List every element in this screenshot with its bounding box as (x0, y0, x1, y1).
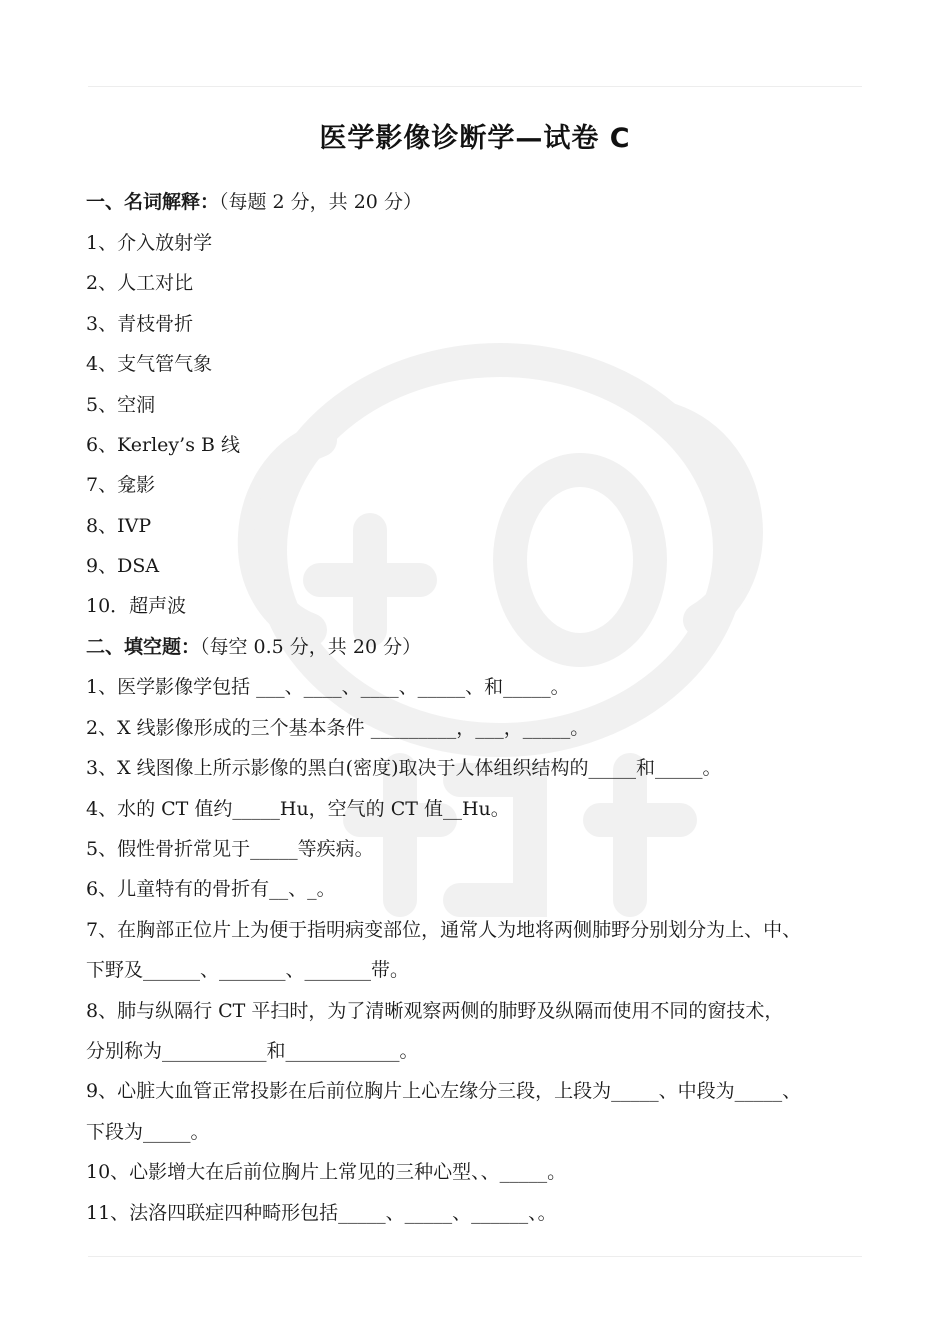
page-title: 医学影像诊断学—试卷 C (319, 123, 631, 154)
section2-heading (86, 635, 421, 659)
page-top-rule (88, 86, 862, 87)
term-item: 8、IVP (86, 515, 152, 537)
fill-blank-line: 6、儿童特有的骨折有__、_。 (86, 878, 336, 900)
term-item: 5、空洞 (86, 394, 156, 416)
fill-blank-line: 分别称为___________和____________。 (86, 1040, 419, 1062)
section1-heading (86, 190, 422, 214)
fill-blank-line: 7、在胸部正位片上为便于指明病变部位，通常人为地将两侧肺野分别划分为上、中、 (86, 919, 802, 941)
section1-note: （每题 2 分，共 20 分） (219, 191, 422, 213)
fill-blank-line: 11、法洛四联症四种畸形包括_____、_____、______、。 (86, 1202, 557, 1224)
term-item: 6、Kerley’s B 线 (86, 434, 240, 456)
fill-blank-line: 5、假性骨折常见于_____等疾病。 (86, 838, 374, 860)
fill-blank-line: 下野及______、_______、_______带。 (86, 959, 410, 981)
term-item: 3、青枝骨折 (86, 313, 194, 335)
term-item: 10．超声波 (86, 595, 187, 617)
fill-blank-line: 下段为_____。 (86, 1121, 210, 1143)
fill-blank-line: 3、X 线图像上所示影像的黑白(密度)取决于人体组织结构的_____和_____。 (86, 757, 722, 779)
fill-blank-line: 9、心脏大血管正常投影在后前位胸片上心左缘分三段，上段为_____、中段为_____、 (86, 1080, 802, 1102)
section2-heading-text: 二、填空题： (86, 636, 201, 658)
fill-blank-line: 10、心影增大在后前位胸片上常见的三种心型、、_____。 (86, 1161, 567, 1183)
term-item: 9、DSA (86, 555, 160, 577)
section1-heading-text: 一、名词解释： (86, 191, 220, 213)
fill-blank-line: 2、X 线影像形成的三个基本条件 _________，___，_____。 (86, 717, 590, 739)
fill-blank-line: 8、肺与纵隔行 CT 平扫时，为了清晰观察两侧的肺野及纵隔而使用不同的窗技术， (86, 1000, 784, 1022)
term-item: 7、龛影 (86, 474, 156, 496)
term-item: 4、支气管气象 (86, 353, 213, 375)
term-item: 2、人工对比 (86, 272, 194, 294)
page-bottom-rule (88, 1256, 862, 1257)
term-item: 1、介入放射学 (86, 232, 213, 254)
section2-note: （每空 0.5 分，共 20 分） (200, 636, 422, 658)
fill-blank-line: 4、水的 CT 值约_____Hu，空气的 CT 值__Hu。 (86, 798, 510, 820)
fill-blank-line: 1、医学影像学包括 ___、____、____、_____、和_____。 (86, 676, 570, 698)
